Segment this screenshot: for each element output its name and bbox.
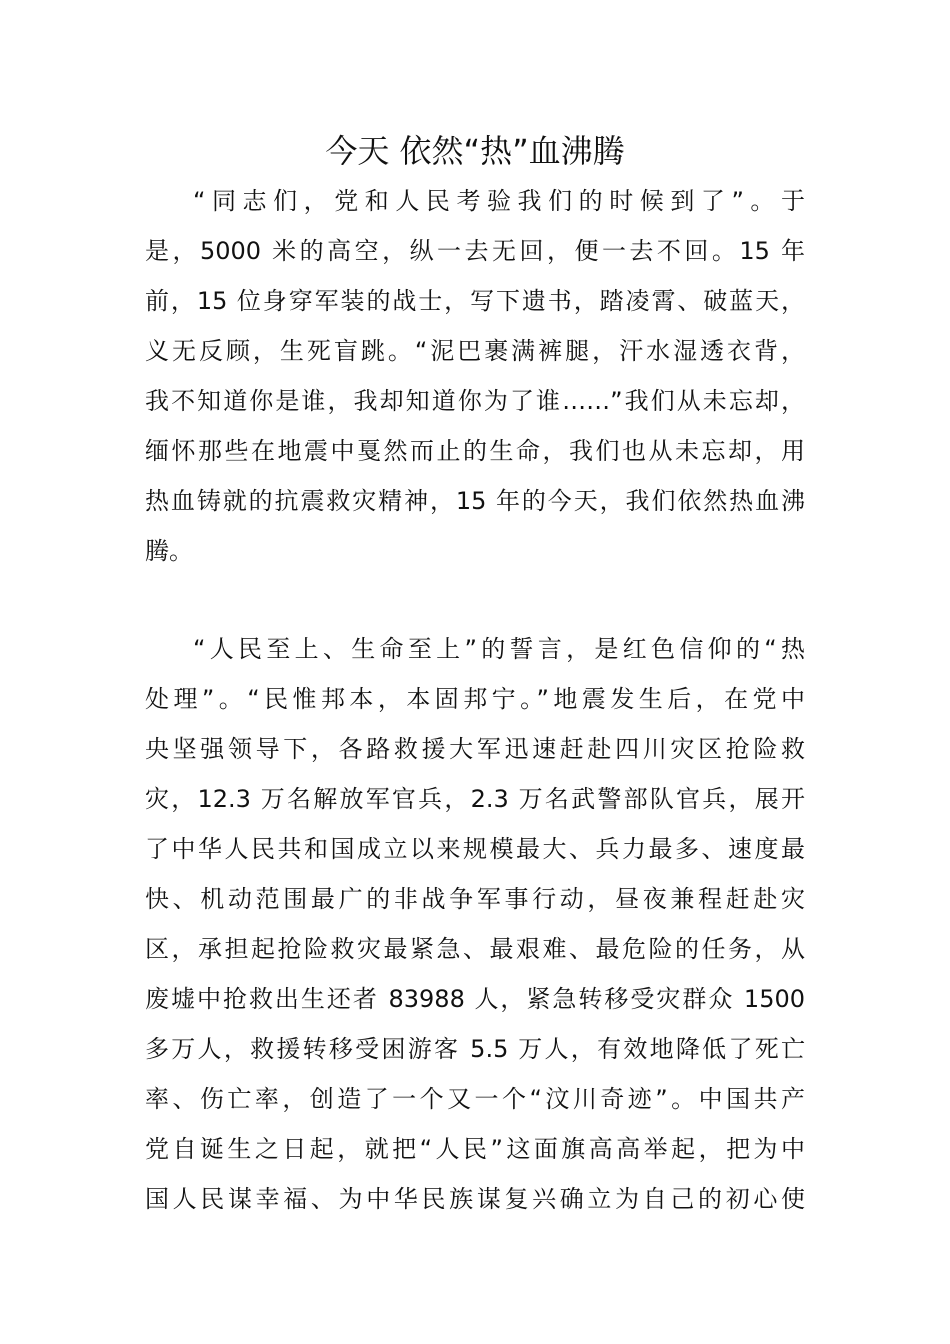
document-title: 今天 依然“热”血沸腾 <box>325 132 625 170</box>
paragraph-2-line: 灾，12.3 万名解放军官兵，2.3 万名武警部队官兵，展开 <box>145 785 805 813</box>
paragraph-2-line: 率、伤亡率，创造了一个又一个“汶川奇迹”。中国共产 <box>145 1085 805 1113</box>
paragraph-2-line: 党自诞生之日起，就把“人民”这面旗高高举起，把为中 <box>145 1135 805 1163</box>
paragraph-2-line: 区，承担起抢险救灾最紧急、最艰难、最危险的任务，从 <box>145 935 805 963</box>
paragraph-1-line: 热血铸就的抗震救灾精神，15 年的今天，我们依然热血沸 <box>145 487 805 515</box>
paragraph-2-line: 多万人，救援转移受困游客 5.5 万人，有效地降低了死亡 <box>145 1035 805 1063</box>
paragraph-2-line: “人民至上、生命至上”的誓言，是红色信仰的“热 <box>193 635 805 663</box>
paragraph-1-line: 我不知道你是谁，我却知道你为了谁……”我们从未忘却， <box>145 387 805 415</box>
paragraph-2-line: 处理”。“民惟邦本，本固邦宁。”地震发生后，在党中 <box>145 685 805 713</box>
paragraph-2-line: 快、机动范围最广的非战争军事行动，昼夜兼程赶赴灾 <box>145 885 805 913</box>
paragraph-2-line: 了中华人民共和国成立以来规模最大、兵力最多、速度最 <box>145 835 805 863</box>
paragraph-2-line: 国人民谋幸福、为中华民族谋复兴确立为自己的初心使 <box>145 1185 805 1213</box>
paragraph-1-line: 义无反顾，生死盲跳。“泥巴裹满裤腿，汗水湿透衣背， <box>145 337 805 365</box>
paragraph-1-line: 缅怀那些在地震中戛然而止的生命，我们也从未忘却，用 <box>145 437 805 465</box>
paragraph-1-line: “同志们，党和人民考验我们的时候到了”。于 <box>193 187 805 215</box>
paragraph-1-line: 是，5000 米的高空，纵一去无回，便一去不回。15 年 <box>145 237 805 265</box>
paragraph-2-line: 废墟中抢救出生还者 83988 人，紧急转移受灾群众 1500 <box>145 985 805 1013</box>
paragraph-1-line: 前，15 位身穿军装的战士，写下遗书，踏凌霄、破蓝天， <box>145 287 805 315</box>
paragraph-1-line: 腾。 <box>145 537 193 565</box>
paragraph-2-line: 央坚强领导下，各路救援大军迅速赶赴四川灾区抢险救 <box>145 735 805 763</box>
